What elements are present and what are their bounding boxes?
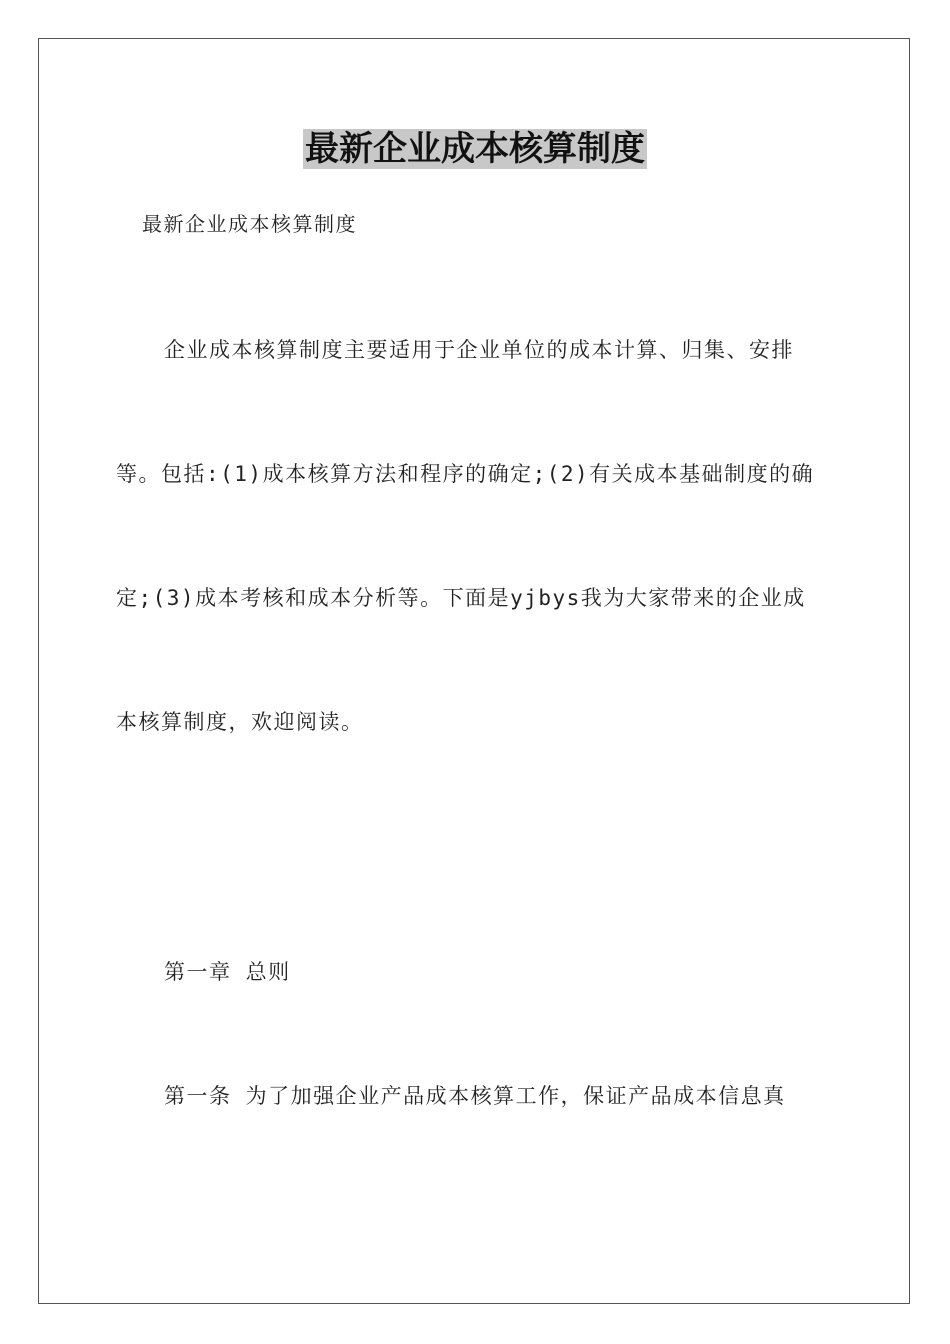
intro-paragraph-line: 企业成本核算制度主要适用于企业单位的成本计算、归集、安排 <box>164 338 794 362</box>
document-title <box>0 126 950 172</box>
intro-paragraph-line: 等。包括:(1)成本核算方法和程序的确定;(2)有关成本基础制度的确 <box>116 462 815 486</box>
document-title-text: 最新企业成本核算制度 <box>305 129 645 169</box>
intro-paragraph-line: 定;(3)成本考核和成本分析等。下面是yjbys我为大家带来的企业成 <box>116 586 806 610</box>
document-subtitle: 最新企业成本核算制度 <box>142 212 357 236</box>
chapter-heading: 第一章 总则 <box>164 960 291 984</box>
intro-paragraph-line: 本核算制度，欢迎阅读。 <box>116 710 364 734</box>
article-paragraph-line: 第一条 为了加强企业产品成本核算工作，保证产品成本信息真 <box>164 1084 786 1108</box>
